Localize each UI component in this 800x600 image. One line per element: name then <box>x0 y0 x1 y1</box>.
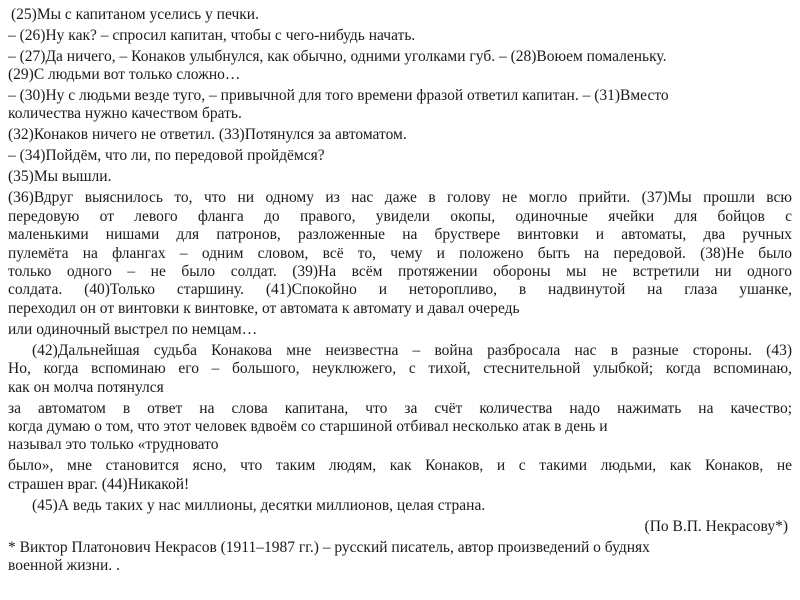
text-line: (35)Мы вышли. <box>8 168 112 186</box>
text-line: за автоматом в ответ на слова капитана, что за счёт количества надо нажимать на качество; <box>8 399 792 417</box>
text-line: (32)Конаков ничего не ответил. (33)Потянулся за автоматом. <box>8 126 407 144</box>
text-line: (По В.П. Некрасову*) <box>644 517 788 535</box>
text-line: количества нужно качеством брать. <box>8 105 242 123</box>
text-line: военной жизни. . <box>8 557 120 575</box>
text-line: страшен враг. (44)Никакой! <box>8 475 190 493</box>
text-line: или одиночный выстрел по немцам… <box>8 320 258 338</box>
paragraph-36 <box>8 189 792 318</box>
text-line: – (27)Да ничего, – Конаков улыбнулся, как обычно, одними уголками губ. – (28)Воюем помаленьку. <box>8 47 667 65</box>
text-line: (25)Мы с капитаном уселись у печки. <box>11 5 259 23</box>
text-line: переходил он от винтовки к винтовке, от автомата к автомату и давал очередь <box>8 299 520 317</box>
attribution <box>8 518 792 536</box>
text-line: (42)Дальнейшая судьба Конакова мне неизвестна – война разбросала нас в разные стороны. (43) <box>32 341 792 359</box>
paragraph-25 <box>8 6 792 24</box>
paragraph-30 <box>8 87 792 124</box>
document-text <box>8 3 792 576</box>
text-line: (45)А ведь таких у нас миллионы, десятки миллионов, целая страна. <box>32 496 486 514</box>
text-line: – (34)Пойдём, что ли, по передовой пройдёмся? <box>8 147 325 165</box>
text-line: маленькими нишами для патронов, разложенные на бруствере винтовки и автоматы, два ручных <box>8 226 792 244</box>
text-line: как он молча потянулся <box>8 378 164 396</box>
text-line: – (30)Ну с людьми везде туго, – привычной для того времени фразой ответил капитан. – (31)Вместо <box>8 87 669 104</box>
paragraph-45 <box>8 497 792 515</box>
text-line: солдата. (40)Только старшину. (41)Спокойно и неторопливо, в надвинутой на глаза ушанке, <box>8 281 792 299</box>
text-line: было», мне становится ясно, что таким людям, как Конаков, и с такими людьми, как Конаков, не <box>8 457 792 475</box>
text-line: называл это только «трудновато <box>8 436 219 454</box>
text-line: когда думаю о том, что этот человек вдвоём со старшиной отбивал несколько атак в день и <box>8 418 608 436</box>
paragraph-43-cont <box>8 400 792 455</box>
text-line: – (26)Ну как? – спросил капитан, чтобы с чего-нибудь начать. <box>8 26 416 44</box>
paragraph-32 <box>8 126 792 144</box>
paragraph-44 <box>8 457 792 494</box>
paragraph-26 <box>8 27 792 45</box>
text-line: только одного – не было солдат. (39)На всём протяжении обороны мы не встретили ни одного <box>8 263 792 281</box>
paragraph-34 <box>8 147 792 165</box>
paragraph-continuation <box>8 321 792 339</box>
paragraph-35 <box>8 168 792 186</box>
text-line: Но, когда вспоминаю его – большого, неуклюжего, с тихой, стеснительной улыбкой; когда вспоминаю, <box>8 360 792 378</box>
text-line: пулемёта на флангах – одним словом, всё то, чему и положено быть на передовой. (38)Не было <box>8 244 792 262</box>
text-line: передовую от левого фланга до правого, увидели окопы, одиночные ячейки для бойцов с <box>8 207 792 225</box>
text-line: (36)Вдруг выяснилось то, что ни одному из нас даже в голову не могло прийти. (37)Мы прошли всю <box>8 189 792 207</box>
text-line: (29)С людьми вот только сложно… <box>8 66 241 83</box>
paragraph-27 <box>8 48 792 85</box>
text-line: * Виктор Платонович Некрасов (1911–1987 гг.) – русский писатель, автор произведений о буднях <box>8 538 650 556</box>
footnote <box>8 539 792 576</box>
paragraph-42 <box>8 342 792 397</box>
